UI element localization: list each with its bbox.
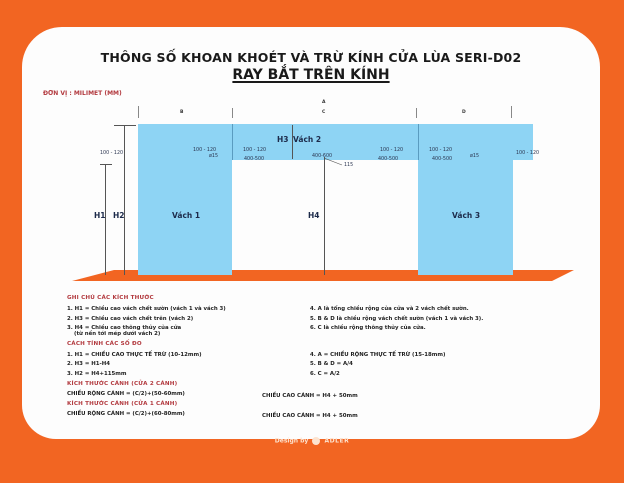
brand-name: ADLER [324,437,350,445]
hole-dia-1: ø15 [209,154,219,159]
dim-label-a: A [322,100,326,105]
formula-line: 5. B & D = A/4 [310,361,353,367]
section-title-1-leaf: KÍCH THƯỚC CÁNH (CỬA 1 CÁNH) [67,401,178,407]
offset-115: 115 [344,163,354,168]
note-line: 2. H3 = Chiều cao vách chết trên (vách 2) [67,316,194,322]
dim-d1: 100 - 120 [100,151,124,156]
dim-label-c: C [322,110,326,115]
note-line: 3. H4 = Chiều cao thông thủy của cửa [67,325,182,331]
dim-d7: 400-500 [378,157,399,162]
dim-label-d: D [462,110,466,115]
panel-label-vach-1: Vách 1 [172,211,201,220]
dim-d9: 400-500 [432,157,453,162]
dim-d8: 100 - 120 [429,148,453,153]
note-line: 1. H1 = Chiều cao vách chết sườn (vách 1 và vách 3) [67,306,226,312]
dim-d6: 100 - 120 [380,148,404,153]
notes-section [22,27,600,439]
height-label-h2: H2 [113,211,125,220]
footer-credit: Design by ADLER [274,437,350,445]
formula-line: 4. A = CHIỀU RỘNG THỰC TẾ TRỪ (15-18mm) [310,352,446,358]
leaf-height-1: CHIỀU CAO CÁNH = H4 + 50mm [262,413,358,419]
note-line: 6. C là chiều rộng thông thủy của cửa. [310,325,426,331]
dim-d3: 100 - 120 [243,148,267,153]
formula-line: 1. H1 = CHIỀU CAO THỰC TẾ TRỪ (10-12mm) [67,352,202,358]
height-label-h3: H3 [277,135,289,144]
height-label-h1: H1 [94,211,106,220]
hole-dia-2: ø15 [470,154,480,159]
height-label-h4: H4 [308,211,320,220]
dim-d5: 400-600 [312,154,333,159]
page-title: THÔNG SỐ KHOAN KHOÉT VÀ TRỪ KÍNH CỬA LÙA SERI-D02 [100,50,522,65]
section-title-formulas: CÁCH TÍNH CÁC SỐ ĐO [67,341,142,347]
note-line: (từ nền tới mép dưới vách 2) [74,331,161,337]
formula-line: 3. H2 = H4+115mm [67,371,127,377]
section-title-dimensions: GHI CHÚ CÁC KÍCH THƯỚC [67,295,154,301]
note-line: 5. B & D là chiều rộng vách chết sườn (vách 1 và vách 3). [310,316,484,322]
page-subtitle: RAY BẮT TRÊN KÍNH [232,67,390,83]
panel-label-vach-3: Vách 3 [452,211,481,220]
spec-card [22,27,600,439]
unit-label: ĐƠN VỊ : MILIMET (MM) [43,90,122,97]
formula-line: 6. C = A/2 [310,371,340,377]
leaf-height-2: CHIỀU CAO CÁNH = H4 + 50mm [262,393,358,399]
leaf-width-1: CHIỀU RỘNG CÁNH = (C/2)+(60-80mm) [67,411,185,417]
leaf-width-2: CHIỀU RỘNG CÁNH = (C/2)+(50-60mm) [67,391,185,397]
dim-label-b: B [180,110,184,115]
panel-label-vach-2: Vách 2 [293,135,322,144]
dim-d4: 400-500 [244,157,265,162]
dim-d10: 100 - 120 [516,151,540,156]
dim-d2: 100 - 120 [193,148,217,153]
formula-line: 2. H3 = H1-H4 [67,361,110,367]
brand-logo-icon [312,437,320,445]
section-title-2-leaf: KÍCH THƯỚC CÁNH (CỬA 2 CÁNH) [67,381,178,387]
note-line: 4. A là tổng chiều rộng của cửa và 2 vách chết sườn. [310,306,469,312]
